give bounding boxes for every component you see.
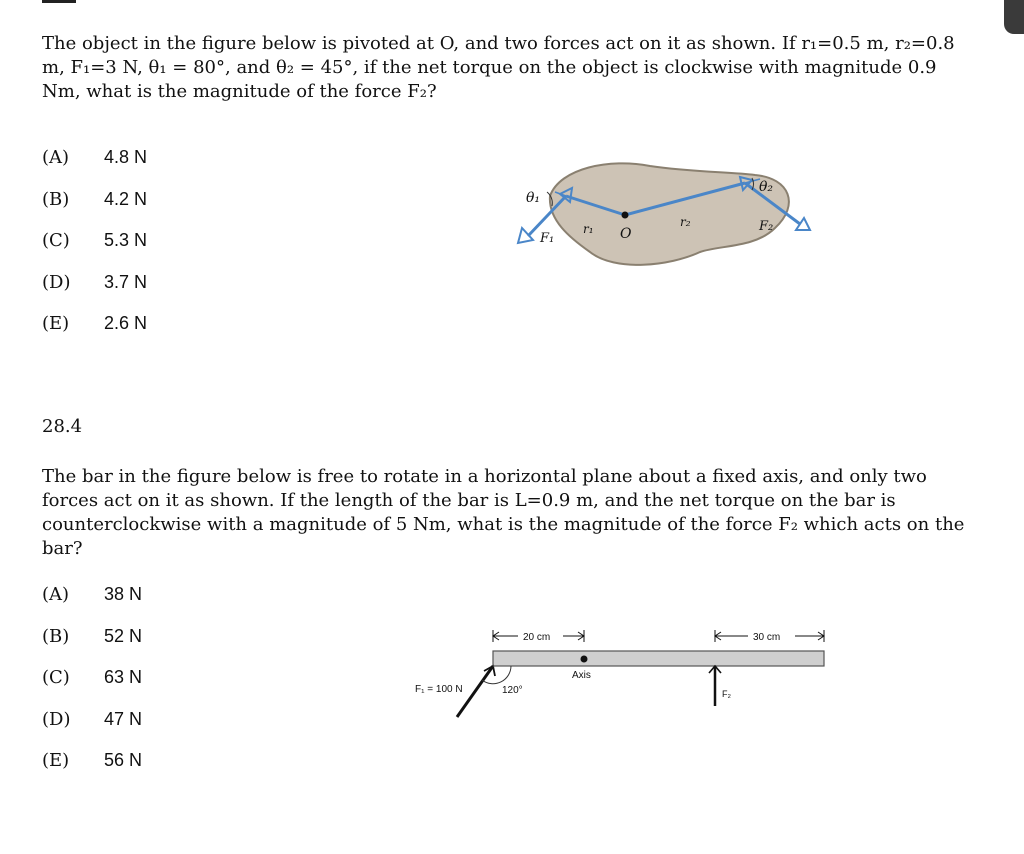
choice-item[interactable] — [42, 147, 147, 189]
f2-label: F₂ — [722, 689, 731, 699]
choice-label: (C) — [42, 230, 70, 252]
choice-value: 56 N — [104, 750, 143, 771]
choice-label: (D) — [42, 708, 71, 730]
choice-label: (B) — [42, 188, 70, 210]
axis-point — [581, 656, 588, 663]
pivot-label: O — [620, 226, 632, 242]
question-1-text: The object in the figure below is pivoted at O, and two forces act on it as shown. If r₁=0.5 m, r₂=0.8 m, F₁=3 N, θ₁ = 80°, and θ₂ = 45°, if the net torque on the object is clockwise with magnitude 0.9 Nm, what is the magnitude of the force F₂? — [42, 33, 955, 102]
choice-value: 2.6 N — [104, 313, 148, 334]
cropped-header-fragment — [42, 0, 76, 3]
choice-item[interactable] — [42, 230, 147, 272]
f2-label: F₂ — [759, 219, 774, 234]
dim-right-label: 30 cm — [753, 632, 781, 643]
choice-item[interactable] — [42, 272, 147, 314]
question-2-text: The bar in the figure below is free to rotate in a horizontal plane about a fixed axis, and only two forces act on it as shown. If the length of the bar is L=0.9 m, and the net torque on the bar is counterclockwise with a magnitude of 5 Nm, what is the magnitude of the force F₂ which acts on the bar? — [42, 466, 965, 559]
choice-value: 4.2 N — [104, 188, 148, 209]
choice-value: 38 N — [104, 584, 143, 604]
choice-item[interactable] — [42, 750, 142, 792]
choice-value: 5.3 N — [104, 230, 148, 251]
choice-label: (E) — [42, 313, 70, 335]
choice-value: 47 N — [104, 708, 143, 729]
choice-value: 4.8 N — [104, 147, 148, 167]
theta1-label: θ₁ — [526, 190, 541, 206]
choice-value: 3.7 N — [104, 271, 148, 292]
bar-figure — [400, 620, 830, 725]
choice-label: (B) — [42, 625, 70, 647]
choice-value: 63 N — [104, 667, 143, 688]
r2-label: r₂ — [680, 215, 691, 229]
side-panel-tab[interactable] — [1004, 0, 1024, 34]
question-1-choices — [42, 147, 147, 355]
choice-label: (A) — [42, 584, 70, 605]
choice-item[interactable] — [42, 709, 142, 751]
f1-arrowhead — [518, 228, 533, 243]
choice-item[interactable] — [42, 584, 142, 626]
angle-label: 120° — [502, 685, 523, 696]
theta2-label: θ₂ — [759, 179, 774, 195]
pivot-point — [622, 212, 629, 219]
axis-label: Axis — [572, 670, 591, 681]
choice-item[interactable] — [42, 667, 142, 709]
choice-item[interactable] — [42, 189, 147, 231]
question-2-choices — [42, 584, 142, 792]
f1-label: F₁ = 100 N — [415, 684, 463, 695]
bar — [493, 651, 824, 666]
choice-label: (E) — [42, 750, 70, 772]
pivoted-object-figure — [505, 150, 835, 275]
object-body — [550, 163, 789, 265]
f1-label: F₁ — [540, 231, 555, 246]
question-2-number: 28.4 — [42, 416, 83, 437]
choice-label: (C) — [42, 667, 70, 689]
choice-label: (A) — [42, 147, 70, 168]
choice-value: 52 N — [104, 625, 143, 646]
choice-item[interactable] — [42, 313, 147, 355]
dim-left-label: 20 cm — [523, 632, 551, 643]
choice-item[interactable] — [42, 626, 142, 668]
choice-label: (D) — [42, 271, 71, 293]
r1-label: r₁ — [583, 222, 594, 236]
